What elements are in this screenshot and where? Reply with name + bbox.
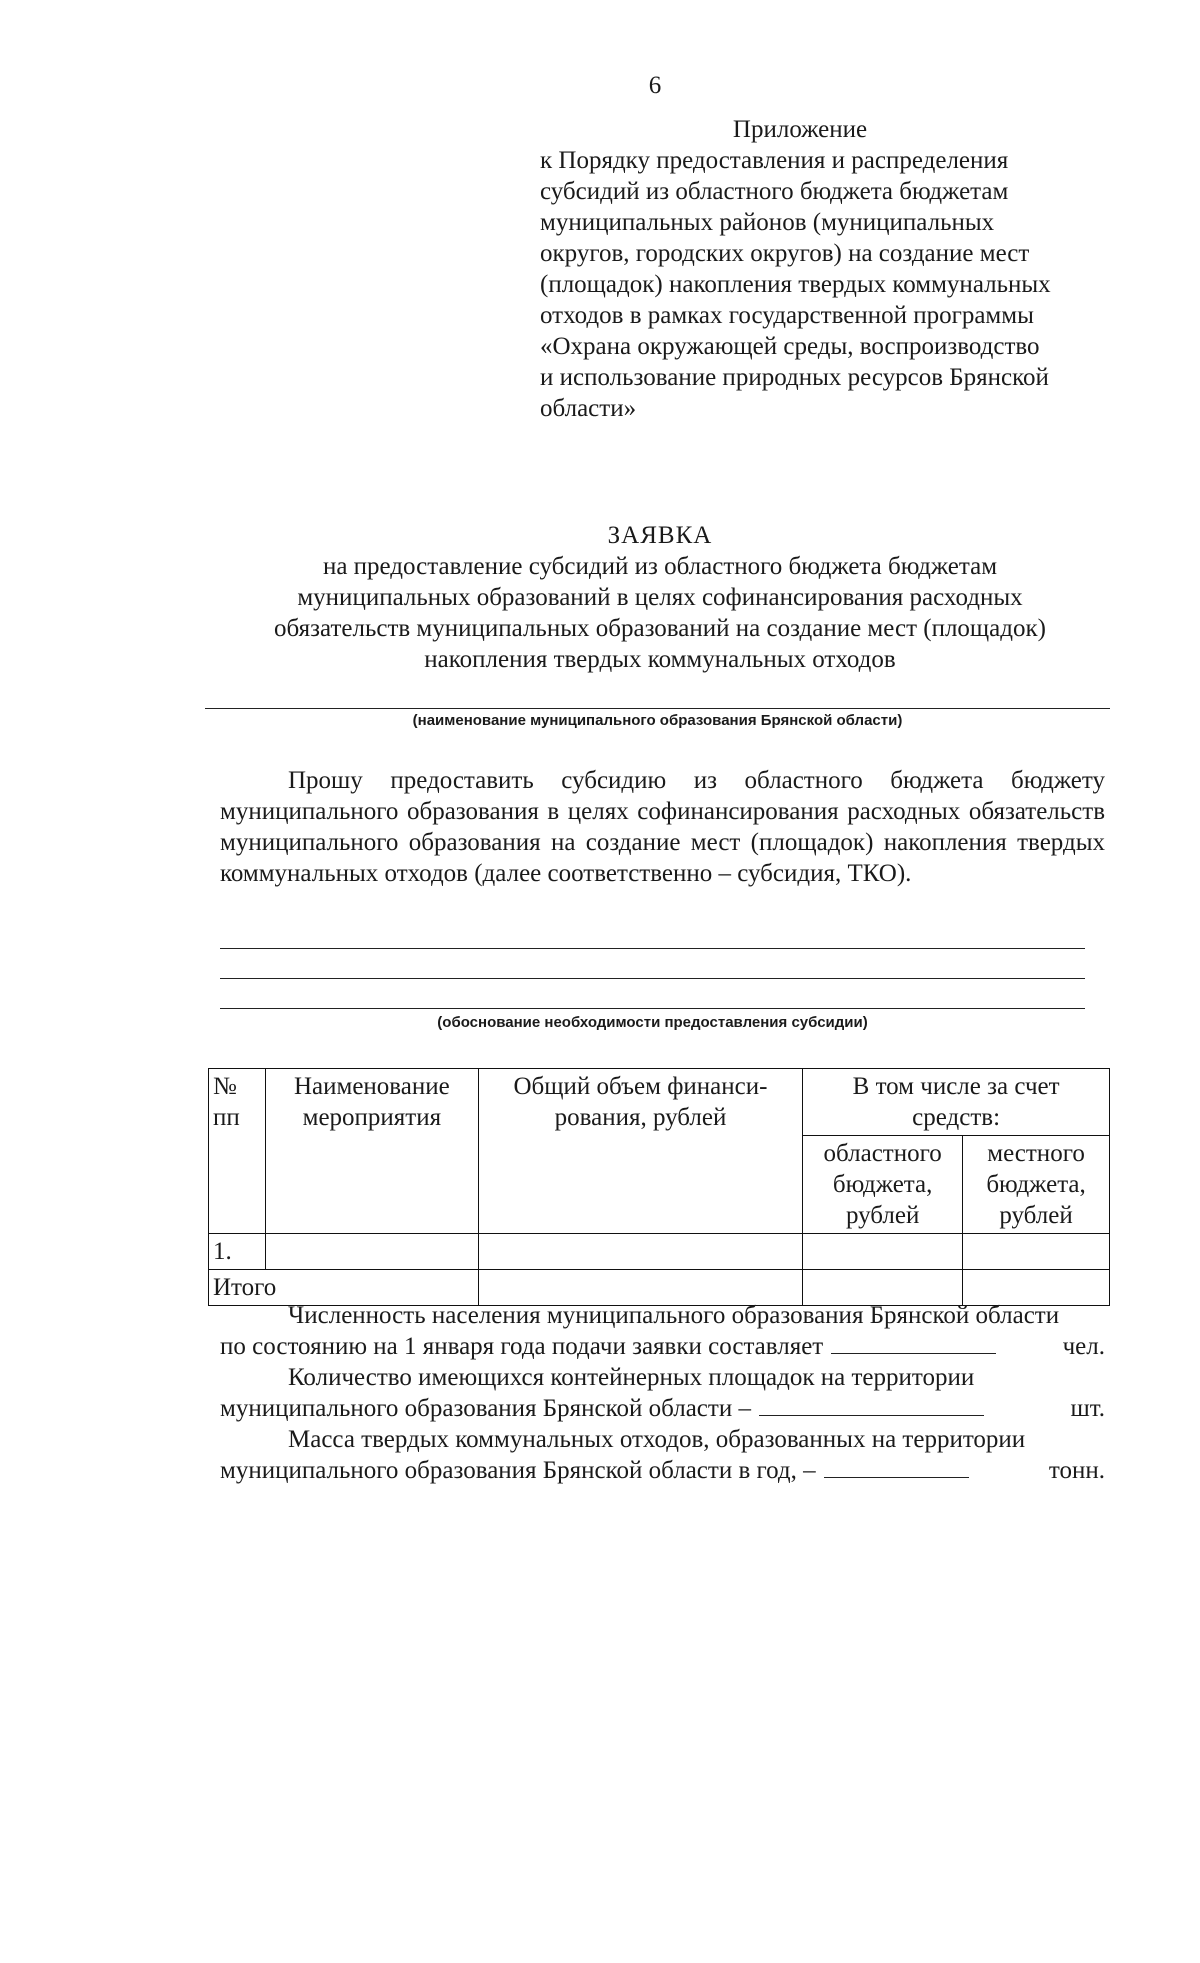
- sites-unit: шт.: [1070, 1395, 1105, 1422]
- heading-title: ЗАЯВКА: [607, 522, 713, 549]
- cell-regional[interactable]: [803, 1234, 963, 1270]
- waste-line2: муниципального образования Брянской области в год, –: [220, 1457, 816, 1484]
- heading-line: обязательств муниципальных образований на создание мест (площадок): [274, 615, 1046, 642]
- header-regional: областного бюджета, рублей: [803, 1136, 963, 1234]
- request-paragraph: [220, 765, 1105, 889]
- heading-line: муниципальных образований в целях софинансирования расходных: [297, 584, 1023, 611]
- appendix-line: округов, городских округов) на создание мест: [540, 240, 1030, 267]
- sites-field[interactable]: [759, 1393, 984, 1416]
- heading-line: накопления твердых коммунальных отходов: [424, 646, 896, 673]
- population-line1: Численность населения муниципального образования Брянской области: [288, 1302, 1060, 1329]
- header-num: № пп: [209, 1069, 266, 1234]
- appendix-line: «Охрана окружающей среды, воспроизводство: [540, 333, 1040, 360]
- waste-line1: Масса твердых коммунальных отходов, образованных на территории: [288, 1426, 1026, 1453]
- funding-table: [208, 1068, 1110, 1306]
- appendix-line: (площадок) накопления твердых коммунальных: [540, 271, 1051, 298]
- sites-line1: Количество имеющихся контейнерных площадок на территории: [288, 1364, 975, 1391]
- sites-row: [220, 1393, 1105, 1424]
- population-field[interactable]: [831, 1331, 996, 1354]
- appendix-line: области»: [540, 395, 637, 422]
- stats-block: [220, 1300, 1105, 1486]
- waste-row: [220, 1455, 1105, 1486]
- request-text: Прошу предоставить субсидию из областного бюджета бюджету муниципального образования в целях софинансирования расходных обязательств муниципального образования на создание мест (площадок) накопления твердых коммунальных отходов (далее соответственно – субсидия, ТКО).: [220, 767, 1105, 887]
- cell-event[interactable]: [265, 1234, 478, 1270]
- appendix-title: Приложение: [732, 116, 868, 143]
- page-number: 6: [648, 72, 662, 99]
- population-line2: по состоянию на 1 января года подачи заявки составляет: [220, 1333, 824, 1360]
- justification-line-3[interactable]: [220, 1008, 1085, 1009]
- sites-line2: муниципального образования Брянской области –: [220, 1395, 751, 1422]
- appendix-block: [540, 114, 1120, 424]
- justification-caption: (обоснование необходимости предоставления субсидии): [437, 1014, 868, 1031]
- header-total: Общий объем финанси-рования, рублей: [478, 1069, 802, 1234]
- appendix-line: муниципальных районов (муниципальных: [540, 209, 995, 236]
- waste-field[interactable]: [824, 1455, 969, 1478]
- municipality-caption: (наименование муниципального образования Брянской области): [412, 712, 903, 729]
- header-event: Наименование мероприятия: [265, 1069, 478, 1234]
- cell-local[interactable]: [963, 1234, 1110, 1270]
- request-heading: [200, 520, 1120, 675]
- waste-unit: тонн.: [1048, 1457, 1105, 1484]
- population-unit: чел.: [1062, 1333, 1105, 1360]
- header-local: местного бюджета, рублей: [963, 1136, 1110, 1234]
- cell-total[interactable]: [478, 1234, 802, 1270]
- header-including: В том числе за счет средств:: [803, 1069, 1110, 1136]
- municipality-name-field[interactable]: [205, 708, 1110, 709]
- appendix-line: к Порядку предоставления и распределения: [540, 147, 1009, 174]
- heading-line: на предоставление субсидий из областного бюджета бюджетам: [322, 553, 998, 580]
- appendix-line: и использование природных ресурсов Брянской: [540, 364, 1049, 391]
- justification-line-1[interactable]: [220, 948, 1085, 949]
- total-label: Итого: [209, 1270, 479, 1306]
- population-row: [220, 1331, 1105, 1362]
- appendix-line: субсидий из областного бюджета бюджетам: [540, 178, 1009, 205]
- justification-line-2[interactable]: [220, 978, 1085, 979]
- cell-num: 1.: [209, 1234, 266, 1270]
- appendix-line: отходов в рамках государственной программы: [540, 302, 1034, 329]
- table-row: [209, 1234, 1110, 1270]
